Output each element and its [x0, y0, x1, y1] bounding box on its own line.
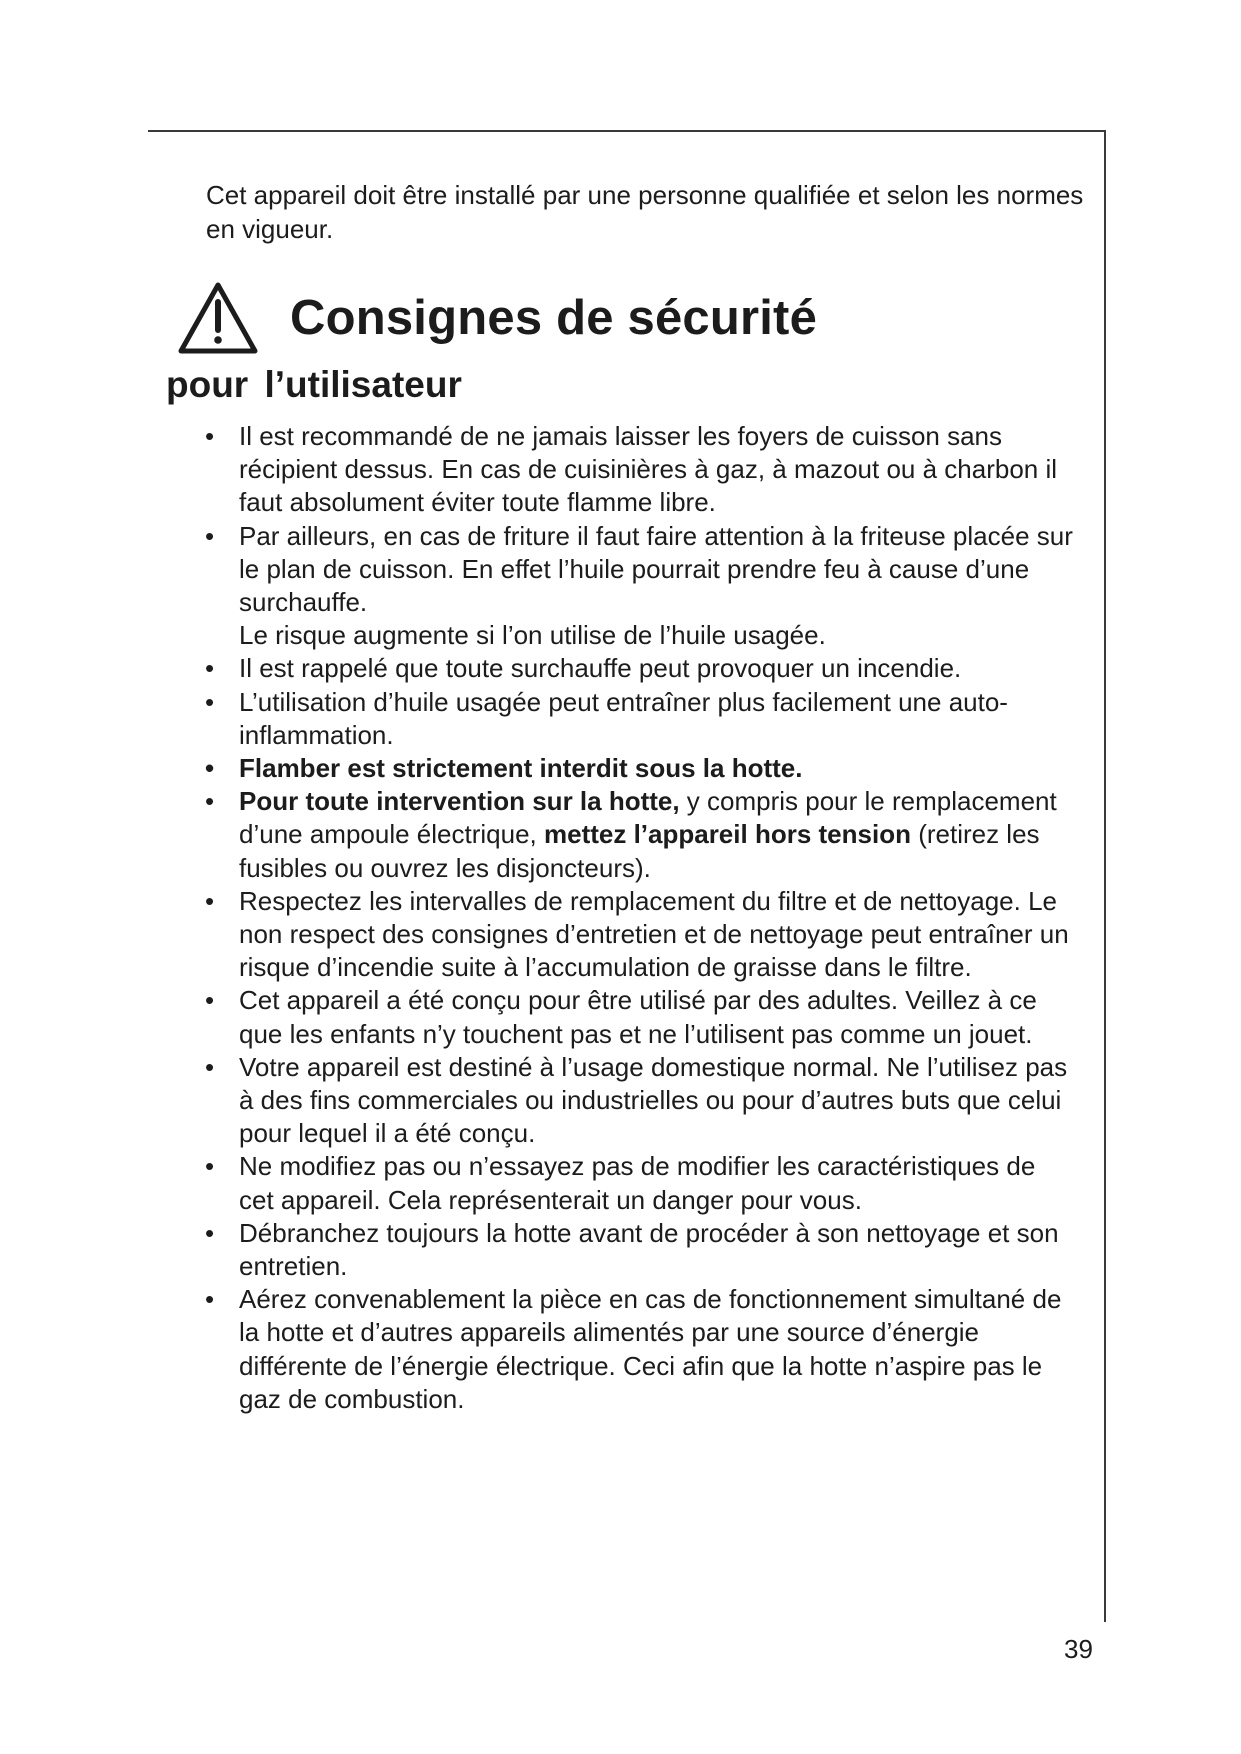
bullet-icon: •	[205, 753, 215, 784]
list-item-text: Cet appareil a été conçu pour être utilisé par des adultes. Veillez à ce que les enfants n’y touchent pas et ne l’utilisent pas comme un jouet.	[239, 985, 1037, 1049]
bullet-icon: •	[205, 653, 215, 684]
list-item-bold-start: Pour toute intervention sur la hotte,	[239, 786, 680, 817]
section-header	[176, 276, 817, 360]
list-item-bold-end: mettez l’appareil hors tension	[543, 819, 911, 850]
list-item-text: Flamber est strictement interdit sous la hotte.	[239, 753, 803, 784]
list-item	[205, 520, 1075, 653]
list-item	[205, 984, 1075, 1050]
warning-triangle-icon	[176, 280, 260, 356]
list-item	[205, 686, 1075, 752]
bullet-icon: •	[205, 786, 215, 817]
list-item-text: Votre appareil est destiné à l’usage domestique normal. Ne l’utilisez pas à des fins commerciales ou industrielles ou pour d’autres buts que celui pour lequel il a été conçu.	[239, 1051, 1068, 1149]
top-divider	[148, 130, 1106, 132]
bullet-icon: •	[205, 686, 215, 717]
list-item-text: L’utilisation d’huile usagée peut entraîner plus facilement une auto-inflammation.	[239, 686, 1008, 750]
list-item-text: Débranchez toujours la hotte avant de procéder à son nettoyage et son entretien.	[239, 1217, 1059, 1282]
right-divider	[1104, 130, 1106, 1622]
bullet-icon: •	[205, 421, 215, 451]
bullet-icon: •	[205, 520, 215, 551]
page-subtitle: pour l’utilisateur	[166, 364, 462, 405]
list-item-text: Respectez les intervalles de remplacement du filtre et de nettoyage. Le non respect des consignes d’entretien et de nettoyage peut entraîner un risque d’incendie suite à l’accumulation de graisse dans le filtre.	[239, 885, 1069, 983]
list-item	[205, 885, 1075, 985]
list-item-text: Aérez convenablement la pièce en cas de fonctionnement simultané de la hotte et d’autres appareils alimentés par une source d’énergie différente de l’énergie électrique. Ceci afin que la hotte n’aspire pas le gaz de combustion.	[239, 1284, 1062, 1414]
bullet-icon: •	[205, 1217, 215, 1248]
list-item	[205, 1051, 1075, 1151]
bullet-icon: •	[205, 1051, 215, 1082]
list-item-extra: Le risque augmente si l’on utilise de l’huile usagée.	[239, 620, 826, 651]
list-item	[205, 785, 1075, 885]
bullet-icon: •	[205, 1151, 215, 1182]
list-item-text: Par ailleurs, en cas de friture il faut faire attention à la friteuse placée sur le plan de cuisson. En effet l’huile pourrait prendre feu à cause d’une surchauffe.	[239, 520, 1073, 618]
safety-list	[205, 420, 1075, 1416]
list-item	[205, 652, 1075, 685]
list-item-text: y compris pour le remplacement d’une ampoule électrique,	[239, 786, 1057, 850]
list-item	[205, 752, 1075, 785]
bullet-icon: •	[205, 1284, 215, 1315]
bullet-icon: •	[205, 985, 215, 1016]
list-item	[205, 420, 1075, 520]
list-item	[205, 1217, 1075, 1283]
page-title: Consignes de sécurité	[290, 291, 818, 345]
list-item-text: Il est recommandé de ne jamais laisser les foyers de cuisson sans récipient dessus. En cas de cuisinières à gaz, à mazout ou à charbon il faut absolument éviter toute flamme libre.	[239, 421, 1058, 518]
list-item-text: Il est rappelé que toute surchauffe peut provoquer un incendie.	[239, 653, 962, 684]
page-number: 39	[1064, 1634, 1093, 1664]
list-item	[205, 1283, 1075, 1416]
list-item-text-end: (retirez les fusibles ou ouvrez les disjoncteurs).	[239, 819, 1040, 883]
list-item	[205, 1150, 1075, 1216]
list-item-text: Ne modifiez pas ou n’essayez pas de modifier les caractéristiques de cet appareil. Cela représenterait un danger pour vous.	[239, 1151, 1036, 1215]
bullet-icon: •	[205, 885, 215, 916]
intro-paragraph: Cet appareil doit être installé par une personne qualifiée et selon les normes en vigueur.	[206, 180, 1084, 244]
